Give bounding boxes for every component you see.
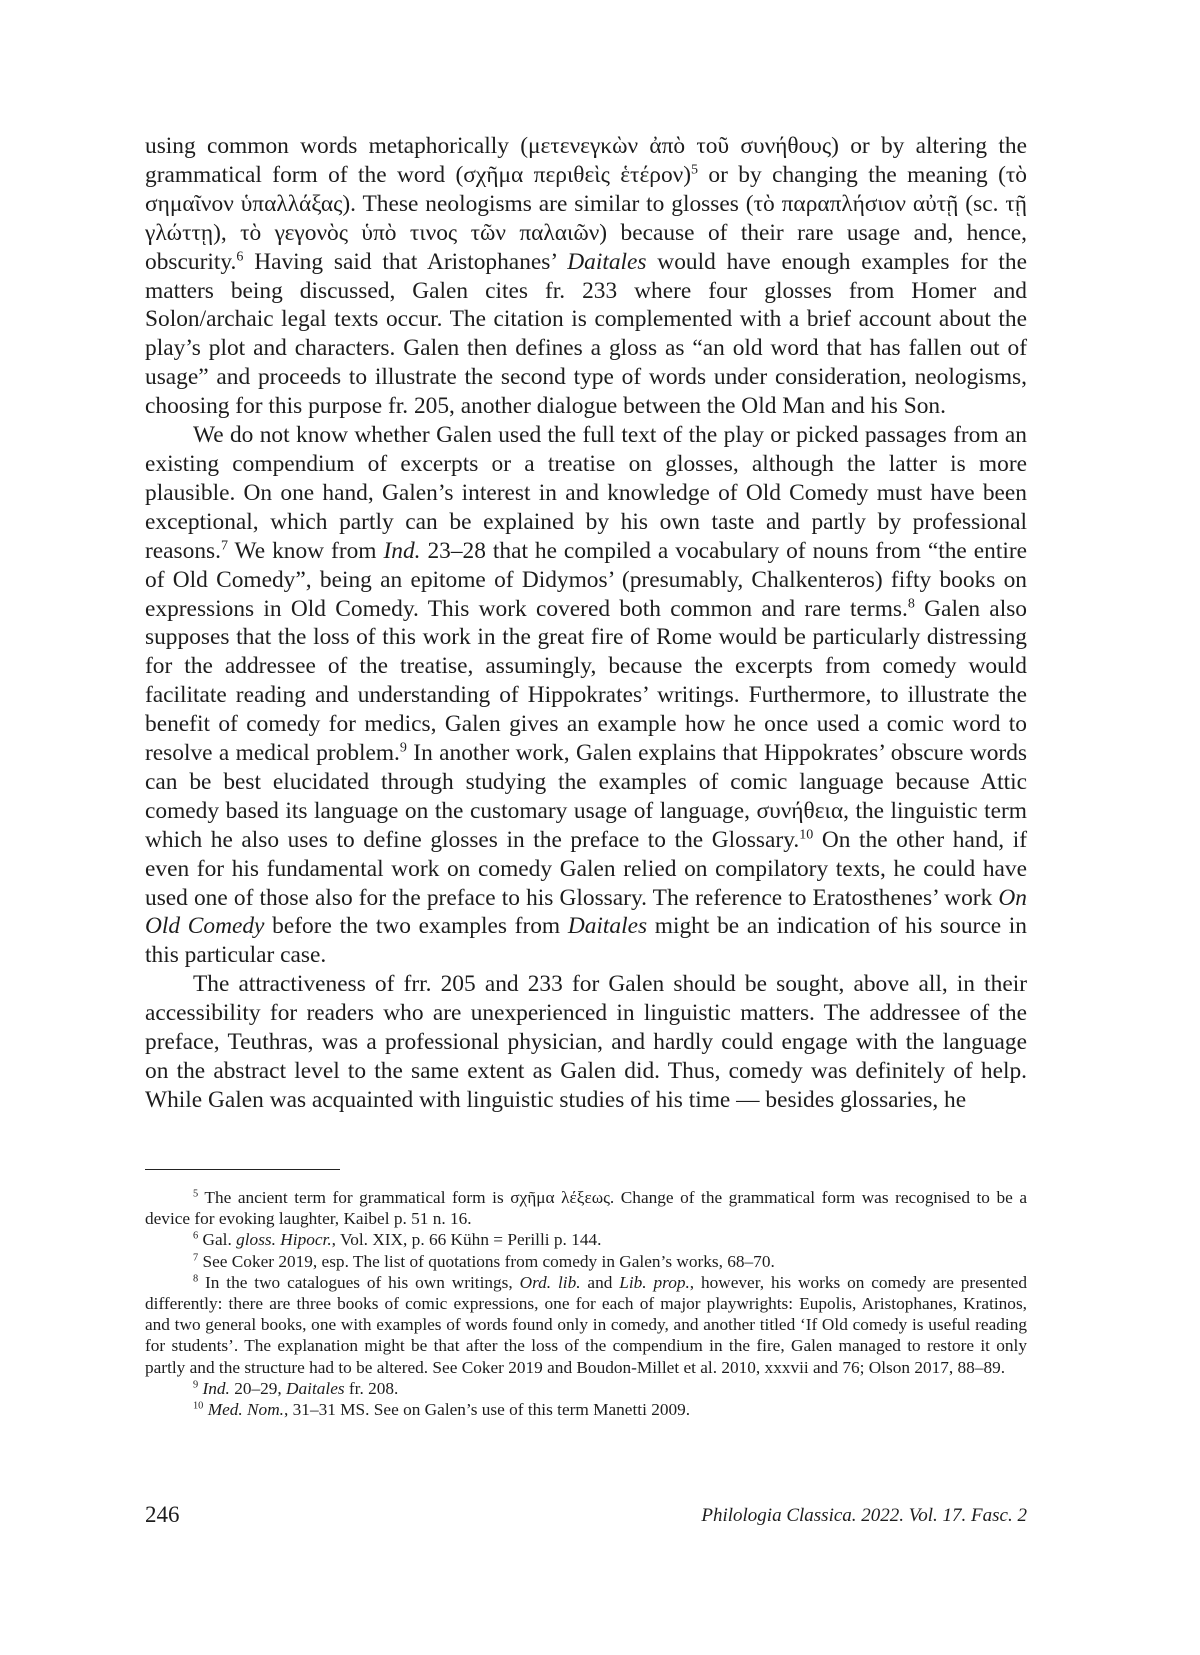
footnote-text: In the two catalogues of his own writings,	[198, 1272, 520, 1292]
italic-title: Daitales	[567, 248, 647, 275]
text-run: 23–28 that he compiled a vocabulary of nouns from “the entire of Old Comedy”, being an epitome of Didymos’ (presumably, Chalkenteros) fifty books on expressions in Old Comedy. This work covered both common and rare terms.	[145, 537, 1028, 622]
footnote-text: , however, his works on comedy are presented differently: there are three books of comic expressions, one for each of major playwrights: Eupolis, Aristophanes, Kratinos, and two general books, one with examples of words found only in comedy, and another titled ‘If Old comedy is useful reading for students’. The explanation might be that after the loss of the compendium in the fire, Galen managed to restore it only partly and the structure had to be altered. See Coker 2019 and Boudon-Millet et al. 2010, xxxvii and 76; Olson 2017, 88–89.	[145, 1272, 1027, 1377]
journal-running-footer: Philologia Classica. 2022. Vol. 17. Fasc. 2	[701, 1505, 1027, 1526]
text-run: We do not know whether Galen used the full text of the play or picked passages from an existing compendium of excerpts or a treatise on glosses, although the latter is more plausible. On one hand, Galen’s interest in and knowledge of Old Comedy must have been exceptional, which partly can be explained by his own taste and partly by professional reasons.	[145, 422, 1027, 564]
italic-title: Med. Nom.	[207, 1400, 285, 1420]
italic-title: Ind.	[383, 537, 421, 564]
footnote-text: and	[580, 1272, 620, 1292]
italic-title: Ord. lib.	[519, 1272, 581, 1292]
footnote-ref-6[interactable]: 6	[236, 247, 244, 264]
footnotes	[145, 1187, 1027, 1420]
footnote-number: 5	[193, 1188, 199, 1200]
footnote-7	[145, 1251, 1027, 1272]
text-run: or by changing the meaning (τὸ σημαῖνον ὑπαλλάξας). These neologisms are similar to glosses (τὸ παραπλήσιον αὐτῇ (sc. τῇ γλώττῃ), τὸ γεγονὸς ὑπὸ τινος τῶν παλαιῶν) because of their rare usage and, hence, obscurity.	[145, 161, 1028, 275]
footnote-text: , Vol. XIX, p. 66 Kühn = Perilli p. 144.	[331, 1230, 602, 1250]
body-text	[145, 132, 1027, 1115]
footnote-separator	[145, 1169, 340, 1170]
paragraph-3	[145, 970, 1027, 1115]
italic-title: gloss. Hipocr.	[236, 1230, 332, 1250]
footnote-ref-7[interactable]: 7	[221, 536, 229, 553]
italic-title: Daitales	[567, 913, 648, 940]
footnote-text: , 31–31 MS. See on Galen’s use of this term Manetti 2009.	[284, 1400, 691, 1420]
footnote-number: 10	[193, 1400, 204, 1412]
footnote-number: 9	[193, 1379, 199, 1391]
text-run: might be an indication of his source in this particular case.	[145, 913, 1027, 969]
italic-title: On Old Comedy	[145, 884, 1027, 940]
text-run: Having said that Aristophanes’	[243, 248, 568, 275]
footnote-number: 8	[193, 1273, 199, 1285]
text-run: before the two examples from	[264, 913, 568, 940]
text-run: would have enough examples for the matters being discussed, Galen cites fr. 233 where four glosses from Homer and Solon/archaic legal texts occur. The citation is complemented with a brief account about the play’s plot and characters. Galen then defines a gloss as “an old word that has fallen out of usage” and proceeds to illustrate the second type of words under consideration, neologisms, choosing for this purpose fr. 205, another dialogue between the Old Man and his Son.	[145, 248, 1027, 420]
footnote-ref-10[interactable]: 10	[799, 826, 814, 843]
footnote-5	[145, 1187, 1027, 1229]
paragraph-1	[145, 132, 1027, 421]
footnote-6	[145, 1229, 1027, 1250]
footnote-10	[145, 1399, 1027, 1420]
footnote-number: 7	[193, 1252, 199, 1264]
footnote-text: fr. 208.	[344, 1378, 399, 1398]
footnote-8	[145, 1272, 1027, 1378]
footnote-text: See Coker 2019, esp. The list of quotations from comedy in Galen’s works, 68–70.	[198, 1251, 775, 1271]
footnote-number: 6	[193, 1230, 199, 1242]
footnote-9	[145, 1378, 1027, 1399]
text-run: Galen also supposes that the loss of this work in the great fire of Rome would be particularly distressing for the addressee of the treatise, assumingly, because the excerpts from comedy would facilitate reading and understanding of Hippokrates’ writings. Furthermore, to illustrate the benefit of comedy for medics, Galen gives an example how he once used a comic word to resolve a medical problem.	[145, 595, 1027, 767]
text-run: The attractiveness of frr. 205 and 233 for Galen should be sought, above all, in their accessibility for readers who are unexperienced in linguistic matters. The addressee of the preface, Teuthras, was a professional physician, and hardly could engage with the language on the abstract level to the same extent as Galen did. Thus, comedy was definitely of help. While Galen was acquainted with linguistic studies of his time — besides glossaries, he	[145, 971, 1027, 1113]
text-run: In another work, Galen explains that Hippokrates’ obscure words can be best elucidated through studying the examples of comic language because Attic comedy based its language on the customary usage of language, συνήθεια, the linguistic term which he also uses to define glosses in the preface to the Glossary.	[145, 740, 1027, 853]
text-run: using common words metaphorically (μετενεγκὼν ἀπὸ τοῦ συνήθους) or by altering the grammatical form of the word (σχῆμα περιθεὶς ἑτέρον)	[145, 133, 1027, 188]
footnote-text: 20–29,	[229, 1378, 287, 1398]
page-number: 246	[145, 1502, 180, 1527]
text-run: We know from	[228, 537, 384, 564]
italic-title: Ind.	[202, 1378, 230, 1398]
footnote-text: The ancient term for grammatical form is σχῆμα λέξεως. Change of the grammatical form was recognised to be a device for evoking laughter, Kaibel p. 51 n. 16.	[145, 1188, 1027, 1229]
italic-title: Daitales	[286, 1378, 345, 1398]
footnote-ref-8[interactable]: 8	[907, 594, 915, 611]
footnote-ref-9[interactable]: 9	[399, 739, 407, 756]
footnote-ref-5[interactable]: 5	[691, 161, 699, 178]
paragraph-2	[145, 421, 1027, 970]
italic-title: Lib. prop.	[619, 1272, 690, 1292]
footnote-text: Gal.	[198, 1230, 237, 1250]
text-run: On the other hand, if even for his fundamental work on comedy Galen relied on compilatory texts, he could have used one of those also for the preface to his Glossary. The reference to Eratosthenes’ work	[145, 826, 1027, 911]
